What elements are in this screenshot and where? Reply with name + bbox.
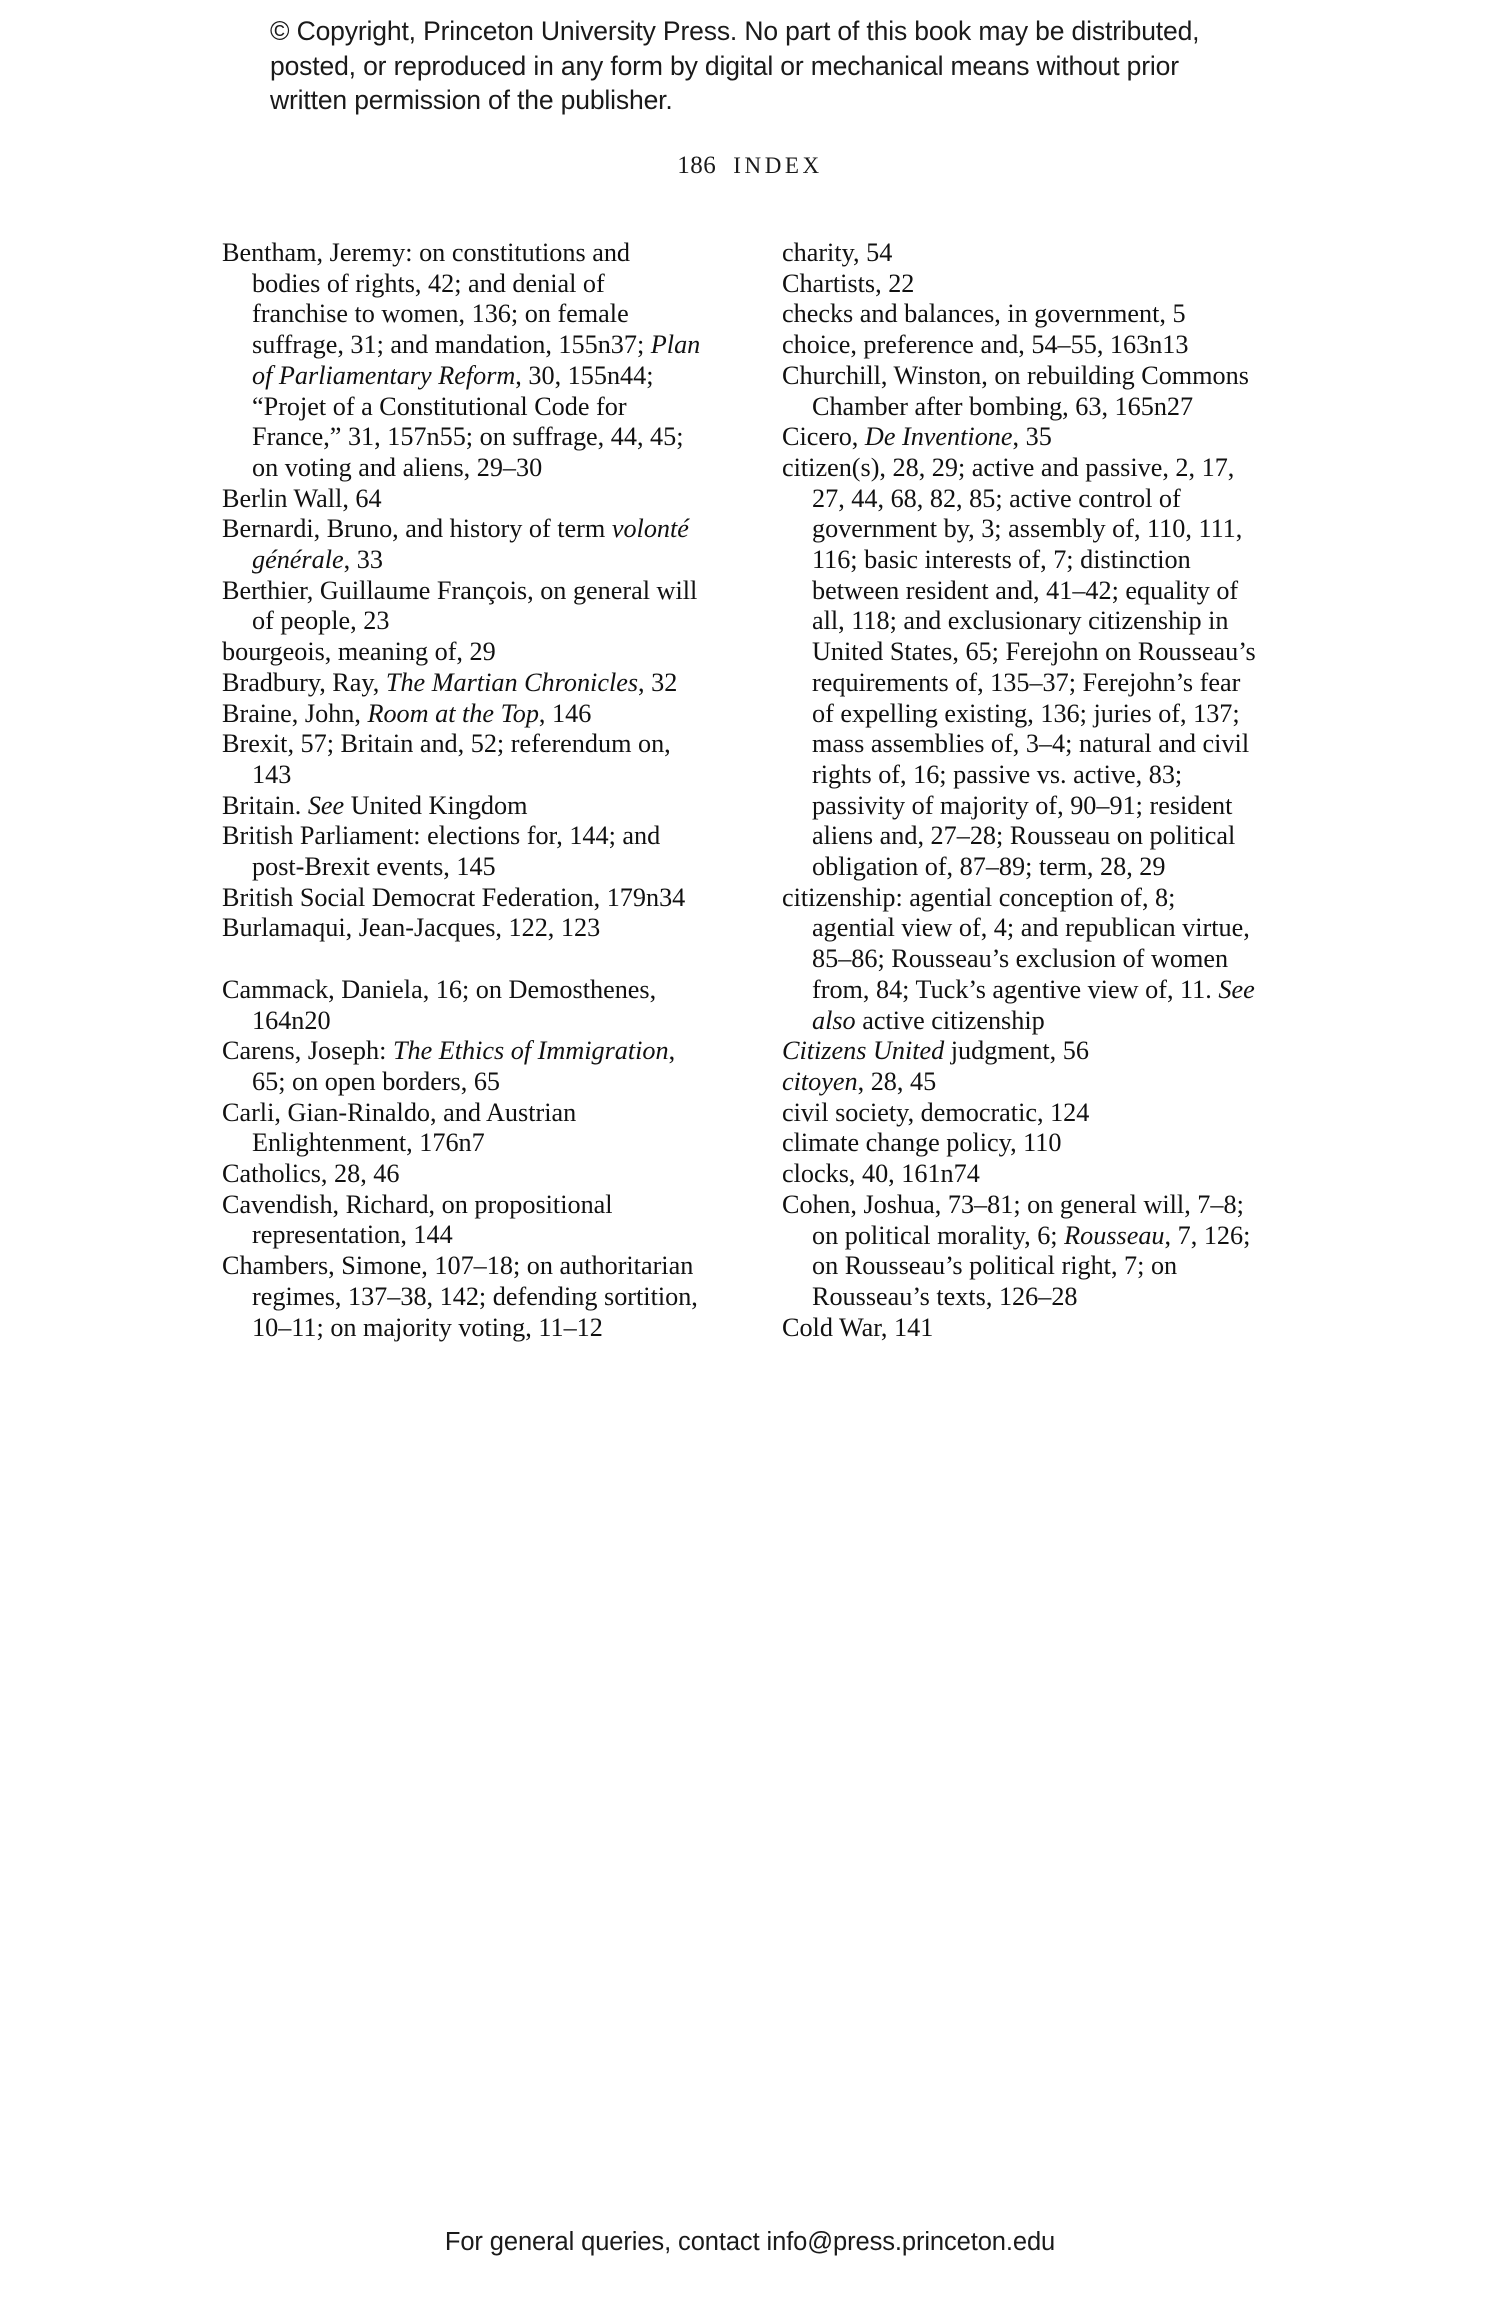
index-entry: Cicero, De Inventione, 35 (782, 422, 1052, 452)
index-entry: citoyen, 28, 45 (782, 1066, 937, 1096)
index-entry: Bradbury, Ray, The Martian Chronicles, 32 (222, 667, 678, 697)
running-head-label: INDEX (733, 153, 823, 178)
index-entry: Brexit, 57; Britain and, 52; referendum on, 143 (222, 729, 678, 789)
index-entry: British Parliament: elections for, 144; and post-Brexit events, 145 (222, 821, 667, 882)
index-entry: Bentham, Jeremy: on constitutions and bodies of rights, 42; and denial of franchise to women, 136; on female suffrage, 31; and mandation, 155n37; Plan of Parliamentary Reform, 30, 155n44; “Projet of a Constitutional Code for France,” 31, 157n55; on suffrage, 44, 45; on voting and aliens, 29–30 (222, 238, 707, 482)
index-entry: Berlin Wall, 64 (222, 483, 382, 513)
index-column-right (782, 238, 1264, 1343)
index-entry: Citizens United judgment, 56 (782, 1036, 1089, 1066)
index-entry: Cavendish, Richard, on propositional representation, 144 (222, 1189, 620, 1250)
index-entry: charity, 54 (782, 238, 893, 267)
index-entry-spacer (222, 944, 704, 975)
running-head (0, 152, 1500, 180)
page-number: 186 (677, 152, 717, 179)
index-entry: civil society, democratic, 124 (782, 1097, 1090, 1127)
index-entry: clocks, 40, 161n74 (782, 1159, 980, 1189)
copyright-notice: © Copyright, Princeton University Press. No part of this book may be distributed, posted, or reproduced in any form by digital or mechanical means without prior written permission of the publisher. (270, 16, 1200, 115)
index-entry: Carli, Gian-Rinaldo, and Austrian Enlightenment, 176n7 (222, 1097, 583, 1158)
index-entry: climate change policy, 110 (782, 1128, 1062, 1158)
index-entry: Cohen, Joshua, 73–81; on general will, 7–8; on political morality, 6; Rousseau, 7, 126; on Rousseau’s political right, 7; on Rousseau’s texts, 126–28 (782, 1189, 1257, 1311)
index-entry: Carens, Joseph: The Ethics of Immigration, 65; on open borders, 65 (222, 1036, 682, 1096)
index-body (222, 238, 1302, 2068)
index-entry: Braine, John, Room at the Top, 146 (222, 698, 592, 728)
index-entry: Cammack, Daniela, 16; on Demosthenes, 164n20 (222, 974, 663, 1035)
index-entry: Berthier, Guillaume François, on general will of people, 23 (222, 575, 704, 636)
index-entry: citizen(s), 28, 29; active and passive, 2, 17, 27, 44, 68, 82, 85; active control of government by, 3; assembly of, 110, 111, 116; basic interests of, 7; distinction between resident and, 41–42; equality of all, 118; and exclusionary citizenship in United States, 65; Ferejohn on Rousseau’s requirements of, 135–37; Ferejohn’s fear of expelling existing, 136; juries of, 137; mass assemblies of, 3–4; natural and civil rights of, 16; passive vs. active, 83; passivity of majority of, 90–91; resident aliens and, 27–28; Rousseau on political obligation of, 87–89; term, 28, 29 (782, 452, 1263, 882)
index-entry: Burlamaqui, Jean-Jacques, 122, 123 (222, 913, 601, 943)
index-entry: Churchill, Winston, on rebuilding Commons Chamber after bombing, 63, 165n27 (782, 360, 1256, 421)
index-column-left (222, 238, 707, 1343)
index-entry: Bernardi, Bruno, and history of term volonté générale, 33 (222, 514, 696, 575)
index-entry: Chambers, Simone, 107–18; on authoritarian regimes, 137–38, 142; defending sortition, 10–11; on majority voting, 11–12 (222, 1251, 705, 1342)
index-entry: Cold War, 141 (782, 1312, 934, 1342)
index-entry: bourgeois, meaning of, 29 (222, 637, 496, 667)
index-entry: Catholics, 28, 46 (222, 1159, 400, 1189)
index-entry: Chartists, 22 (782, 268, 915, 298)
index-entry: checks and balances, in government, 5 (782, 299, 1186, 329)
index-entry: British Social Democrat Federation, 179n34 (222, 882, 686, 912)
index-entry: choice, preference and, 54–55, 163n13 (782, 330, 1189, 360)
index-entry: Britain. See United Kingdom (222, 790, 528, 820)
page-footer: For general queries, contact info@press.princeton.edu (444, 2228, 1056, 2256)
index-entry: citizenship: agential conception of, 8; agential view of, 4; and republican virtue, 85–86; Rousseau’s exclusion of women from, 84; Tuck’s agentive view of, 11. See also active citizenship (782, 882, 1262, 1035)
